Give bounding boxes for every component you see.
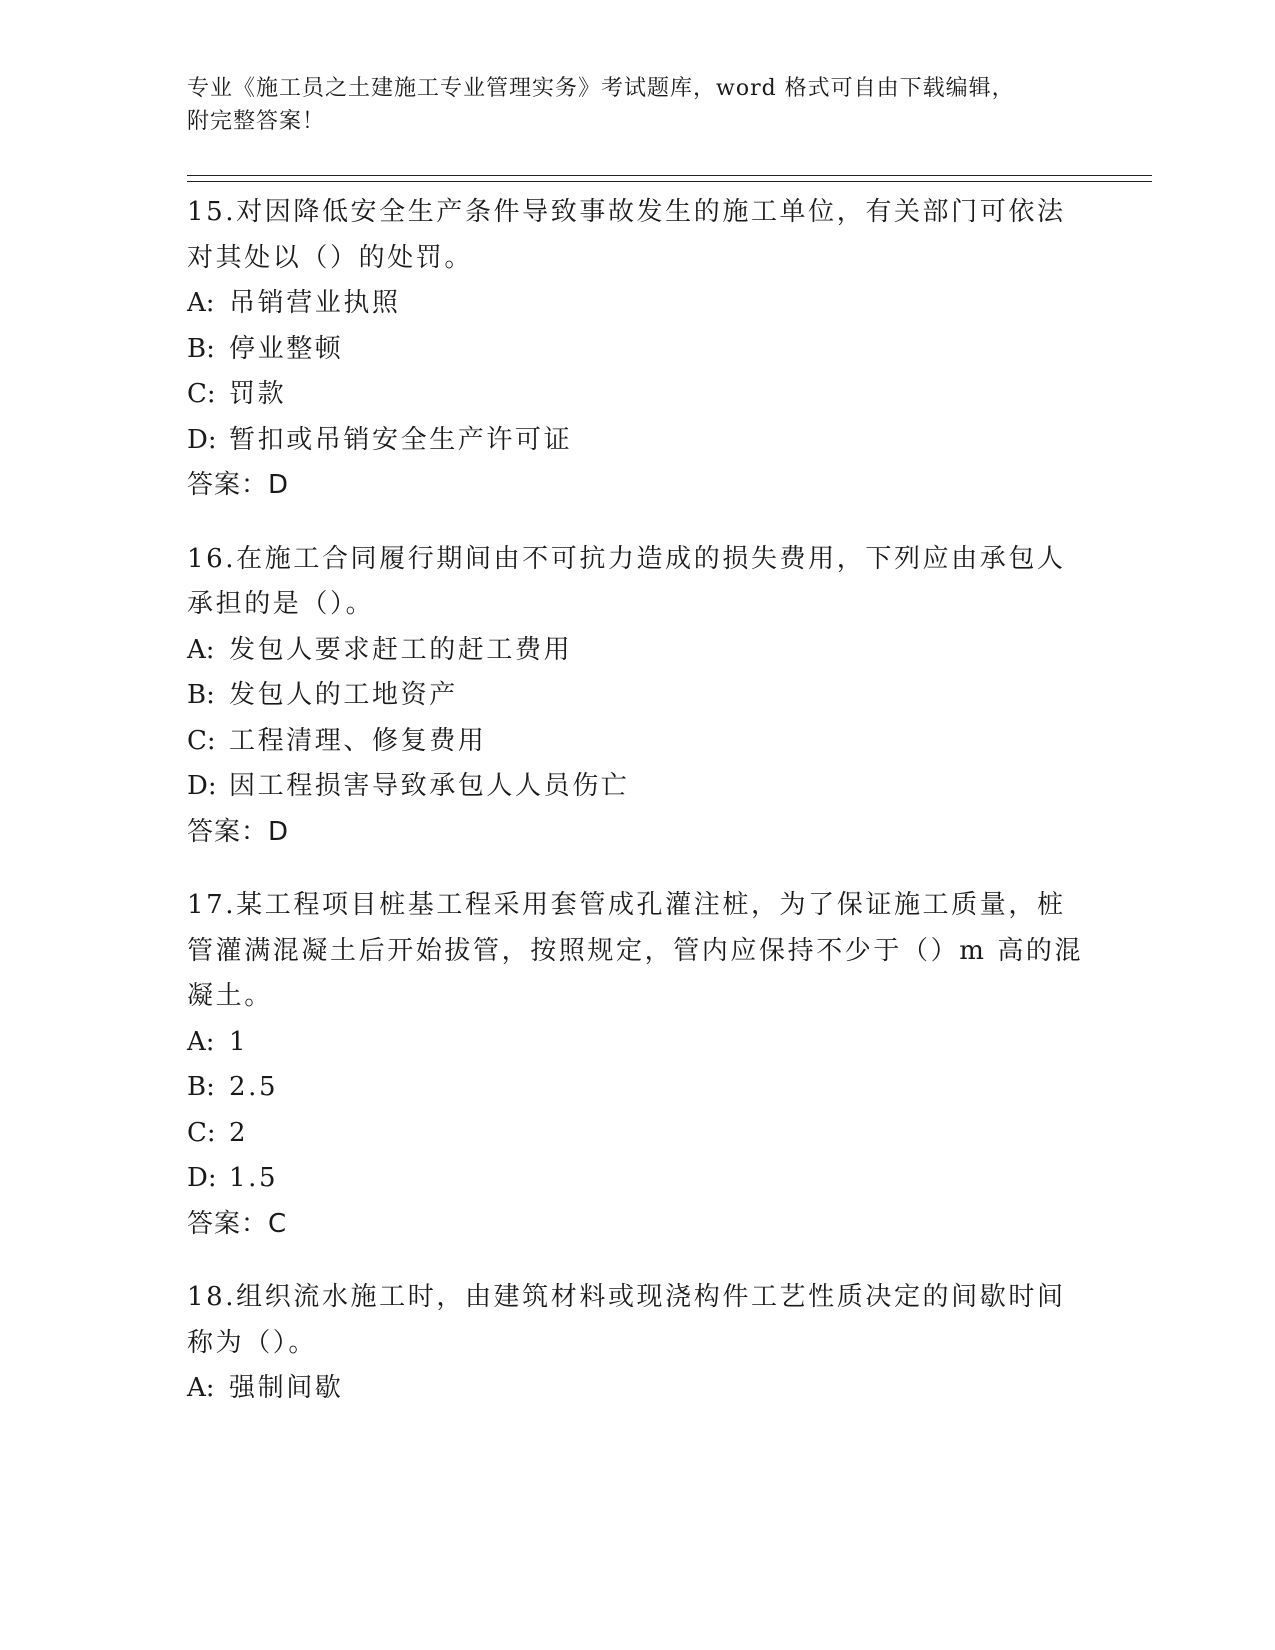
option-text: 强制间歇	[229, 1373, 344, 1403]
option-b	[187, 327, 1087, 373]
option-d	[187, 1156, 1087, 1202]
option-text: 停业整顿	[229, 333, 344, 364]
option-a	[187, 281, 1087, 327]
option-key: A:	[187, 288, 215, 318]
header-rule-top	[187, 175, 1152, 176]
option-text: 1	[229, 1026, 249, 1057]
option-key: B:	[187, 1072, 215, 1102]
question-18	[187, 1275, 1087, 1412]
question-list	[187, 190, 1087, 1440]
question-17	[187, 883, 1087, 1247]
option-key: C:	[187, 725, 216, 756]
answer-line: 答案：C	[187, 1208, 288, 1239]
option-b	[187, 1065, 1087, 1111]
option-key: D:	[187, 771, 217, 801]
option-key: A:	[187, 634, 215, 665]
option-d	[187, 764, 1087, 810]
option-text: 发包人的工地资产	[229, 680, 458, 710]
option-key: D:	[187, 424, 217, 455]
option-b	[187, 673, 1087, 719]
question-16	[187, 537, 1087, 856]
answer-line: 答案：D	[187, 470, 290, 500]
option-c	[187, 372, 1087, 418]
option-c	[187, 1111, 1087, 1157]
option-text: 吊销营业执照	[229, 288, 401, 318]
question-stem: 17.某工程项目桩基工程采用套管成孔灌注桩，为了保证施工质量，桩管灌满混凝土后开始拔管，按照规定，管内应保持不少于（）m 高的混凝土。	[187, 890, 1084, 1011]
option-text: 1.5	[229, 1163, 279, 1193]
option-key: C:	[187, 379, 216, 409]
option-a	[187, 1366, 1087, 1412]
header-line-2: 附完整答案！	[187, 109, 326, 134]
answer-line: 答案：D	[187, 816, 290, 847]
option-key: C:	[187, 1117, 216, 1148]
option-text: 暂扣或吊销安全生产许可证	[229, 424, 573, 455]
header-rule-bottom	[187, 181, 1152, 182]
option-text: 2	[229, 1117, 249, 1148]
option-key: B:	[187, 333, 215, 364]
question-stem: 15.对因降低安全生产条件导致事故发生的施工单位，有关部门可依法对其处以（）的处罚。	[187, 197, 1066, 273]
question-stem: 18.组织流水施工时，由建筑材料或现浇构件工艺性质决定的间歇时间称为（）。	[187, 1282, 1066, 1358]
question-stem: 16.在施工合同履行期间由不可抗力造成的损失费用，下列应由承包人承担的是（）。	[187, 543, 1066, 619]
option-text: 罚款	[229, 379, 287, 409]
option-text: 2.5	[229, 1072, 279, 1102]
option-a	[187, 628, 1087, 674]
option-d	[187, 418, 1087, 464]
option-a	[187, 1020, 1087, 1066]
header-line-1: 专业《施工员之土建施工专业管理实务》考试题库，word 格式可自由下载编辑，	[187, 76, 1015, 101]
option-c	[187, 719, 1087, 765]
option-text: 因工程损害导致承包人人员伤亡	[229, 771, 630, 801]
option-key: A:	[187, 1373, 215, 1403]
option-key: D:	[187, 1163, 217, 1193]
option-text: 发包人要求赶工的赶工费用	[229, 634, 573, 665]
question-15	[187, 190, 1087, 509]
option-text: 工程清理、修复费用	[229, 725, 487, 756]
option-key: B:	[187, 680, 215, 710]
document-header	[187, 72, 1087, 138]
option-key: A:	[187, 1026, 215, 1057]
